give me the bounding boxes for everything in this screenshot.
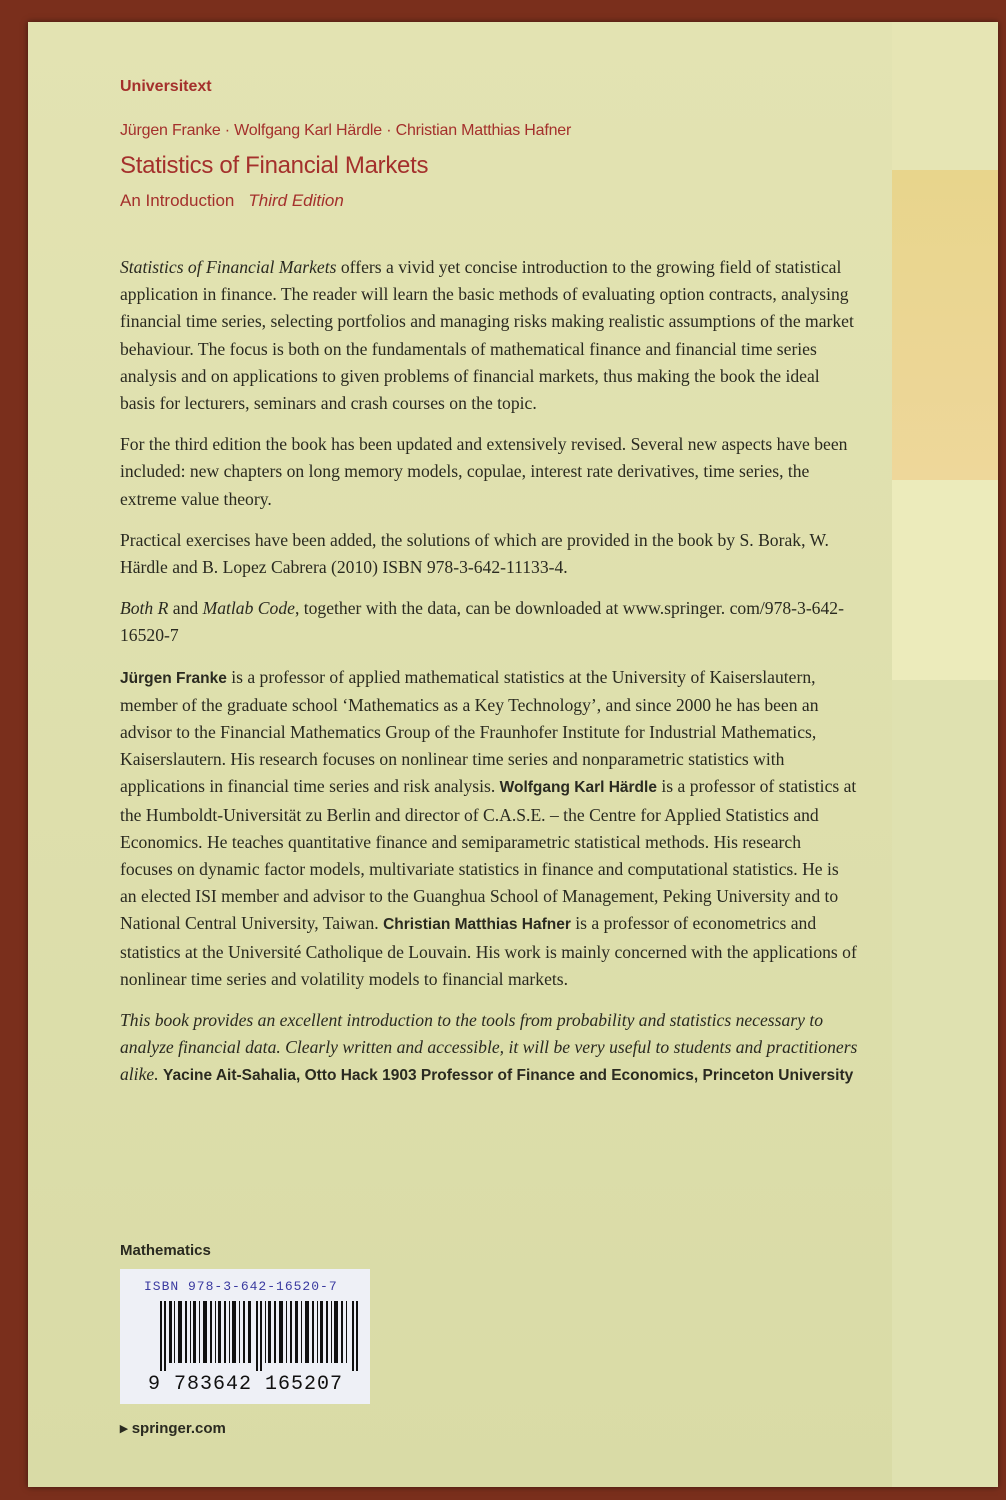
paragraph-text: offers a vivid yet concise introduction to the growing field of statistical application in finance. The reader will learn the basic methods of evaluating option contracts, analysing financial time series, selecting portfolios and managing risks making realistic assumptions of the market behaviour. The focus is both on the fundamentals of mathematical finance and financial time series analysis and on applications to given problems of financial markets, thus making the book the ideal basis for lecturers, seminars and crash courses on the topic. <box>120 257 854 414</box>
paragraph-intro <box>120 254 858 417</box>
book-back-cover <box>28 22 998 1487</box>
barcode-label <box>120 1269 370 1404</box>
paragraph-third-edition: For the third edition the book has been updated and extensively revised. Several new aspects have been included: new chapters on long memory models, copulae, interest rate derivatives, time series, the extreme value theory. <box>120 434 848 509</box>
bio-text: is a professor of statistics at the Humboldt-Universität zu Berlin and director of C.A.S.E. – the Centre for Applied Statistics and Economics. He teaches quantitative finance and semiparametric statistical methods. His research focuses on dynamic factor models, multivariate statistics in finance and computational statistics. He is an elected ISI member and advisor to the Guanghua School of Management, Peking University and to National Central University, Taiwan. <box>120 776 857 934</box>
spine-band <box>892 170 998 480</box>
code-matlab: Matlab Code <box>202 598 295 619</box>
quote-text: This book provides an excellent introduction to the tools from probability and statistics necessary to analyze financial data. Clearly written and accessible, it will be very useful to students and practitioners alike. <box>120 1010 858 1085</box>
authors: Jürgen Franke · Wolfgang Karl Härdle · Christian Matthias Hafner <box>120 122 572 139</box>
ean-digits: 9 783642 165207 <box>148 1373 344 1396</box>
paragraph-text: , together with the data, can be downloaded at www.springer. com/978-3-642-16520-7 <box>120 598 844 646</box>
author-name: Wolfgang Karl Härdle <box>499 779 657 797</box>
endorsement-quote <box>120 1007 858 1090</box>
series-name: Universitext <box>120 78 212 95</box>
code-r: Both R <box>120 598 169 619</box>
book-title: Statistics of Financial Markets <box>120 152 429 179</box>
quote-author: Yacine Ait-Sahalia, Otto Hack 1903 Professor of Finance and Economics, Princeton University <box>163 1067 854 1085</box>
subject-category: Mathematics <box>120 1242 211 1259</box>
isbn-text: ISBN 978-3-642-16520-7 <box>144 1279 338 1294</box>
subtitle-text: An Introduction <box>120 191 235 210</box>
author-name: Christian Matthias Hafner <box>383 916 571 934</box>
barcode-icon <box>160 1301 360 1371</box>
paragraph-text: and <box>168 598 203 619</box>
author-name: Jürgen Franke <box>120 669 227 687</box>
publisher-website[interactable]: ▸ springer.com <box>120 1420 226 1437</box>
title-reference: Statistics of Financial Markets <box>120 257 337 277</box>
bio-text: is a professor of econometrics and statistics at the Université Catholique de Louvain. His work is mainly concerned with the applications of nonlinear time series and volatility models to financial markets. <box>120 913 857 989</box>
book-subtitle <box>120 191 344 211</box>
paragraph-code <box>120 595 858 649</box>
spine-band <box>892 680 998 1487</box>
edition: Third Edition <box>248 191 344 210</box>
spine-band <box>892 22 998 170</box>
paragraph-bios <box>120 664 858 993</box>
spine-band <box>892 480 998 680</box>
bio-text: is a professor of applied mathematical statistics at the University of Kaiserslautern, member of the graduate school ‘Mathematics as a Key Technology’, and since 2000 he has been an advisor to the Financial Mathematics Group of the Fraunhofer Institute for Industrial Mathematics, Kaiserslautern. His research focuses on nonlinear time series and nonparametric statistics with applications in financial time series and risk analysis. <box>120 666 819 797</box>
paragraph-exercises: Practical exercises have been added, the solutions of which are provided in the book by S. Borak, W. Härdle and B. Lopez Cabrera (2010) ISBN 978-3-642-11133-4. <box>120 529 829 578</box>
blurb <box>120 254 858 1104</box>
